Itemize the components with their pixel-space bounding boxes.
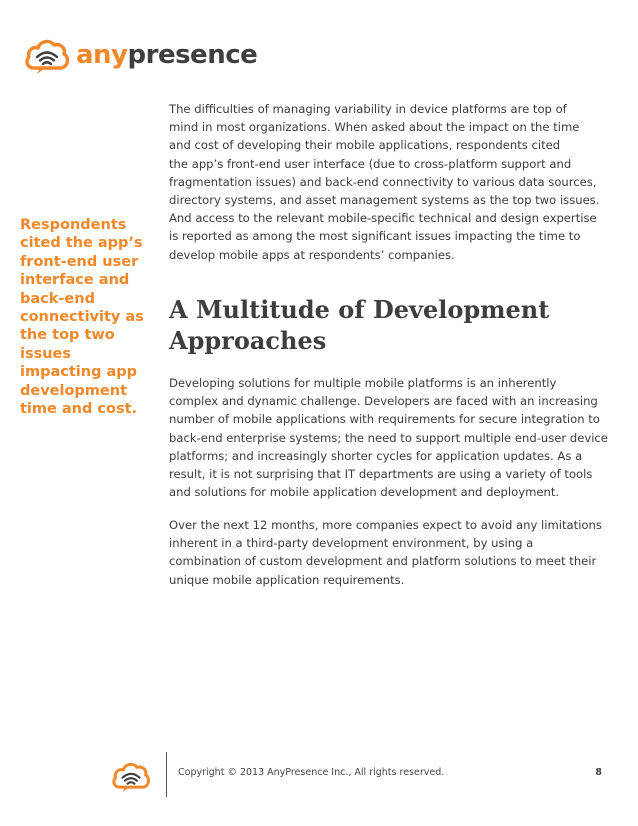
body-line: and solutions for mobile application development and deployment.: [169, 485, 560, 500]
intro-line: is reported as among the most significant issues impacting the time to: [169, 229, 581, 244]
brand-wordmark-any: any: [76, 40, 128, 70]
body-line: platforms; and increasingly shorter cycles for application updates. As a: [169, 448, 583, 463]
body-line: inherent in a third-party development environment, by using a: [169, 536, 534, 551]
body-line: unique mobile application requirements.: [169, 572, 405, 587]
body-line: complex and dynamic challenge. Developers are faced with an increasing: [169, 394, 598, 409]
page-number: 8: [595, 767, 602, 778]
brand-logo: [24, 32, 264, 78]
brand-wordmark-presence: presence: [127, 40, 258, 70]
body-line: combination of custom development and platform solutions to meet their: [169, 554, 597, 569]
body-line: number of mobile applications with requirements for secure integration to: [169, 412, 600, 427]
body-line: back-end enterprise systems; the need to support multiple end-user device: [169, 430, 608, 445]
intro-line: the app’s front-end user interface (due to cross-platform support and: [169, 156, 572, 171]
body-paragraph: [169, 516, 609, 589]
brand-wordmark: [76, 42, 257, 68]
body-line: result, it is not surprising that IT departments are using a variety of tools: [169, 467, 593, 482]
cloud-wifi-icon: [24, 34, 70, 76]
footer-logo: [110, 758, 152, 799]
body-paragraph: [169, 374, 609, 501]
section-heading-line: Approaches: [169, 326, 327, 355]
copyright-notice: Copyright © 2013 AnyPresence Inc., All rights reserved.: [178, 767, 445, 778]
intro-line: fragmentation issues) and back-end connectivity to various data sources,: [169, 174, 597, 189]
intro-paragraph: [169, 100, 609, 264]
section-heading-line: A Multitude of Development: [169, 295, 550, 324]
footer-divider: [166, 752, 167, 797]
intro-line: mind in most organizations. When asked about the impact on the time: [169, 120, 580, 135]
intro-line: The difficulties of managing variability in device platforms are top of: [169, 102, 567, 116]
body-line: Over the next 12 months, more companies expect to avoid any limitations: [169, 518, 602, 532]
intro-line: directory systems, and asset management systems as the top two issues.: [169, 193, 600, 208]
intro-line: and cost of developing their mobile applications, respondents cited: [169, 138, 561, 153]
section-heading: [169, 294, 599, 356]
body-line: Developing solutions for multiple mobile platforms is an inherently: [169, 376, 557, 390]
intro-line: develop mobile apps at respondents’ companies.: [169, 247, 455, 262]
pull-quote: Respondents cited the app’s front-end user interface and back-end connectivity as the top two issues impacting app development time and cost.: [20, 217, 144, 418]
cloud-wifi-icon: [110, 758, 152, 794]
intro-line: And access to the relevant mobile-specific technical and design expertise: [169, 211, 597, 226]
